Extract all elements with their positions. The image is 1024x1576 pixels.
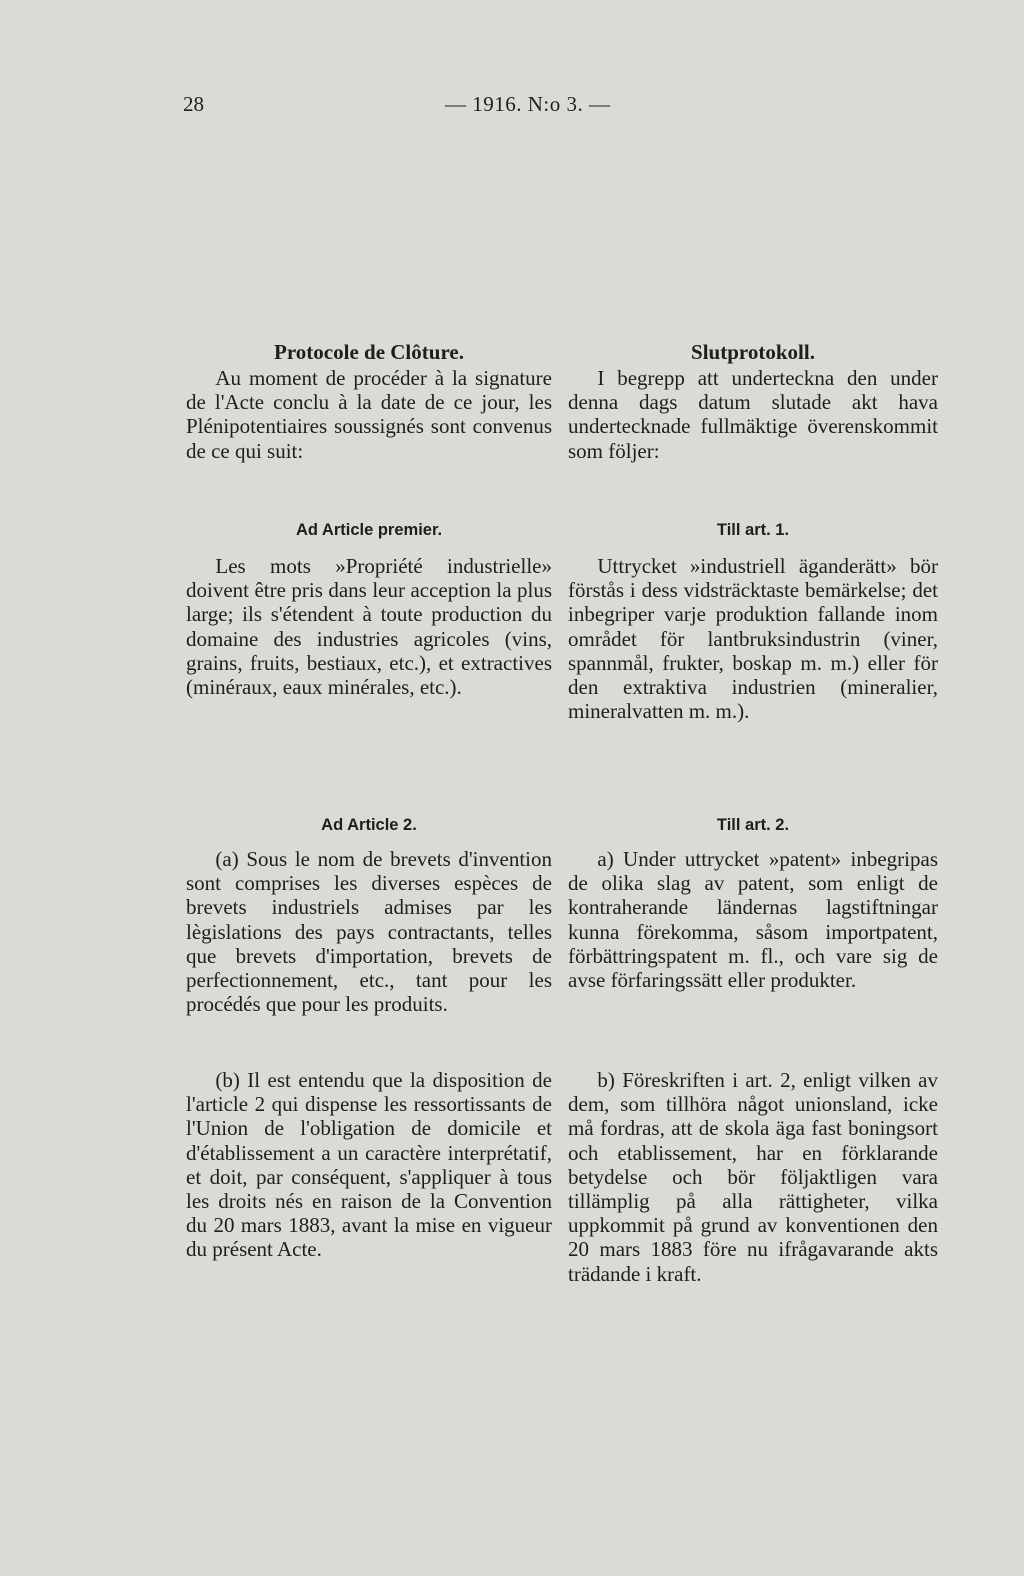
page-header [183, 92, 943, 120]
running-head: — 1916. N:o 3. — [445, 92, 611, 116]
swedish-article2-a: a) Under uttrycket »patent» inbegripas de olika slag av patent, som enligt de kontraherande ländernas lagstiftningar kunna förekomma, såsom importpatent, förbättringspatent m. fl., och vare sig de avse förfaringssätt eller produkter. [568, 847, 938, 993]
french-article1-heading: Ad Article premier. [295, 521, 443, 539]
french-article2-a: (a) Sous le nom de brevets d'invention sont comprises les diverses espèces de brevets industriels admises par les lègislations des pays contractants, telles que brevets d'importation, brevets de perfectionnement, etc., tant pour les procédés que pour les produits. [186, 847, 552, 1017]
french-title: Protocole de Clôture. [274, 340, 464, 364]
french-article2-heading: Ad Article 2. [321, 816, 417, 834]
swedish-article2-heading: Till art. 2. [716, 816, 790, 834]
french-article2-b: (b) Il est entendu que la disposition de l'article 2 qui dispense les ressortissants de l'Union de l'obligation de domicile et d'établissement a un caractère interprétatif, et doit, par conséquent, s'appliquer à tous les droits nés en raison de la Convention du 20 mars 1883, avant la mise en vigueur du présent Acte. [186, 1068, 552, 1262]
swedish-article2-b: b) Föreskriften i art. 2, enligt vilken av dem, som tillhöra något unionsland, icke må fordras, att de skola äga fast boningsort och etablissement, har en förklarande betydelse och bör följaktligen vara tillämplig på alla rättigheter, vilka uppkommit på grund av konventionen den 20 mars 1883 före nu ifrågavarande akts trädande i kraft. [568, 1068, 938, 1286]
french-article1-text: Les mots »Propriété industrielle» doivent être pris dans leur acception la plus large; ils s'étendent à toute production du domaine des industries agricoles (vins, grains, fruits, bestiaux, etc.), et extractives (minéraux, eaux minérales, etc.). [186, 554, 552, 700]
swedish-title: Slutprotokoll. [691, 340, 815, 364]
swedish-article1-heading: Till art. 1. [716, 521, 790, 539]
swedish-intro: I begrepp att underteckna den under denna dags datum slutade akt hava undertecknade fullmäktige överenskommit som följer: [568, 366, 938, 463]
french-intro: Au moment de procéder à la signature de l'Acte conclu à la date de ce jour, les Plénipotentiaires soussignés sont convenus de ce qui suit: [186, 366, 552, 463]
page-number: 28 [183, 92, 204, 116]
swedish-article1-text: Uttrycket »industriell äganderätt» bör förstås i dess vidsträcktaste bemärkelse; det inbegriper varje produktion fallande inom området för lantbruksindustrin (viner, spannmål, frukter, boskap m. m.) eller för den extraktiva industrien (mineralier, mineralvatten m. m.). [568, 554, 938, 724]
